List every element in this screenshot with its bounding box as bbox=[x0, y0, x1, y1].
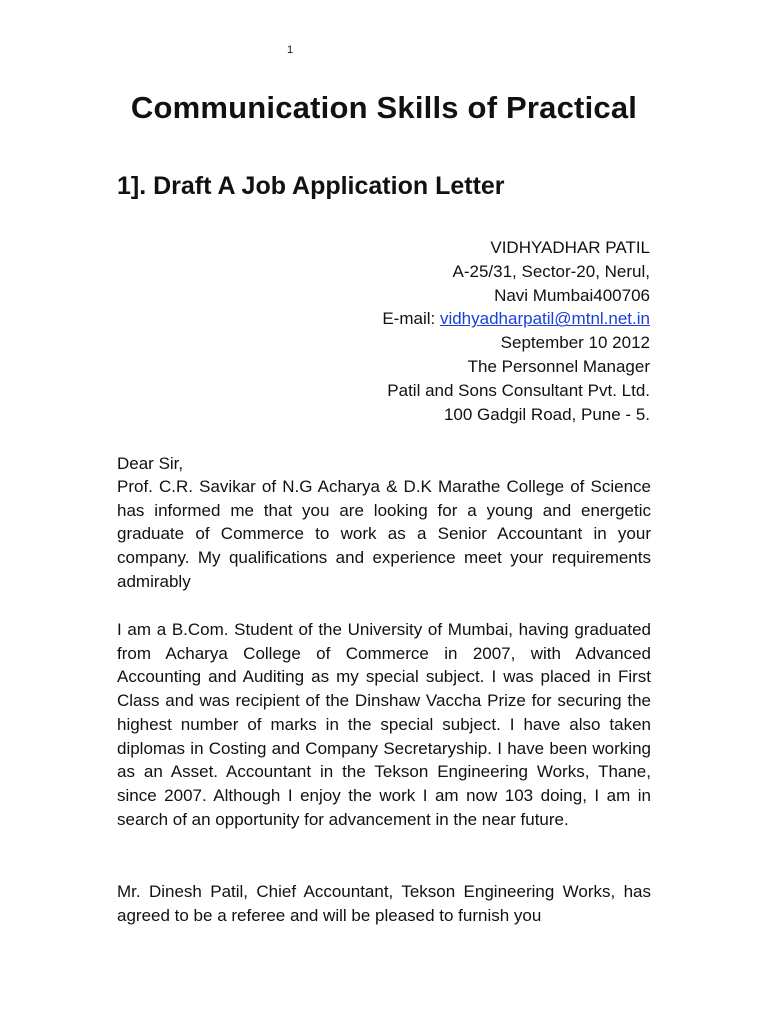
document-title: Communication Skills of Practical bbox=[130, 90, 638, 125]
letter-date: September 10 2012 bbox=[500, 333, 650, 353]
email-label: E-mail: bbox=[382, 309, 440, 329]
letter-paragraph-3: Mr. Dinesh Patil, Chief Accountant, Tekson Engineering Works, has agreed to be a referee and will be pleased to furnish you bbox=[117, 882, 651, 925]
recipient-title: The Personnel Manager bbox=[467, 356, 650, 376]
letter-paragraph-1: Prof. C.R. Savikar of N.G Acharya & D.K Marathe College of Science has informed me that you are looking for a young and energetic graduate of Commerce to work as a Senior Accountant in your company. My qualifications and experience meet your requirements admirably bbox=[117, 477, 651, 591]
sender-email-line bbox=[382, 307, 650, 331]
recipient-company: Patil and Sons Consultant Pvt. Ltd. bbox=[387, 380, 650, 400]
sender-address-line-1: A-25/31, Sector-20, Nerul, bbox=[452, 261, 650, 281]
sender-name: VIDHYADHAR PATIL bbox=[490, 238, 650, 257]
email-link[interactable]: vidhyadharpatil@mtnl.net.in bbox=[439, 309, 650, 329]
letter-paragraph-2: I am a B.Com. Student of the University of Mumbai, having graduated from Acharya College of Commerce in 2007, with Advanced Accounting and Auditing as my special subject. I was placed in First Class and was recipient of the Dinshaw Vaccha Prize for securing the highest number of marks in the special subject. I have also taken diplomas in Costing and Company Secretaryship. I have been working as an Asset. Accountant in the Tekson Engineering Works, Thane, since 2007. Although I enjoy the work I am now 103 doing, I am in search of an opportunity for advancement in the near future. bbox=[117, 620, 651, 829]
page-number: 1 bbox=[287, 44, 294, 56]
recipient-address: 100 Gadgil Road, Pune - 5. bbox=[443, 404, 650, 424]
section-heading: 1]. Draft A Job Application Letter bbox=[117, 172, 505, 200]
salutation: Dear Sir, bbox=[117, 454, 184, 473]
sender-address-line-2: Navi Mumbai400706 bbox=[494, 285, 650, 305]
address-block bbox=[382, 236, 650, 426]
